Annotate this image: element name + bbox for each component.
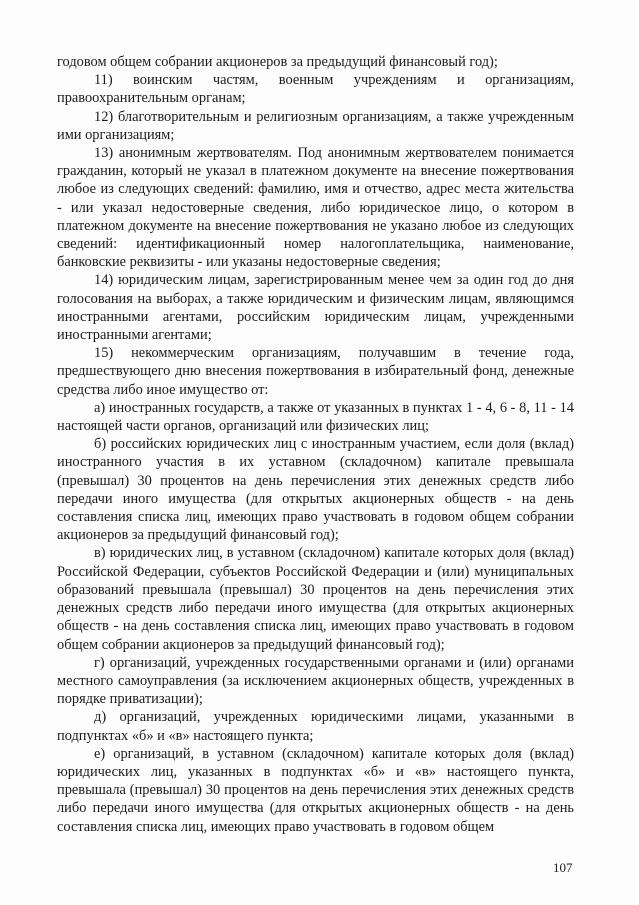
page-number: 107 bbox=[553, 860, 573, 875]
paragraph-item-12: 12) благотворительным и религиозным организациям, а также учрежденным ими организациям; bbox=[57, 108, 574, 143]
paragraph-item-13: 13) анонимным жертвователям. Под анонимным жертвователем понимается гражданин, который не указал в платежном документе на внесение пожертвования любое из следующих сведений: фамилию, имя и отчество, адрес места жительства - или указал недостоверные сведения, либо юридическое лицо, о котором в платежном документе на внесение пожертвования не указано любое из следующих сведений: идентификационный номер налогоплательщика, наименование, банковские реквизиты - или указаны недостоверные сведения; bbox=[57, 145, 574, 271]
paragraph-item-11: 11) воинским частям, военным учреждениям и организациям, правоохранительным органам; bbox=[57, 72, 574, 107]
paragraph-item-14: 14) юридическим лицам, зарегистрированным менее чем за один год до дня голосования на выборах, а также юридическим и физическим лицам, являющимся иностранными агентами, российским юридическим лицам, учрежденными иностранными агентами; bbox=[57, 272, 574, 344]
paragraph-continuation: годовом общем собрании акционеров за предыдущий финансовый год); bbox=[57, 54, 498, 70]
paragraph-subitem-d: д) организаций, учрежденных юридическими лицами, указанными в подпунктах «б» и «в» настоящего пункта; bbox=[57, 709, 574, 744]
paragraph-subitem-a: а) иностранных государств, а также от указанных в пунктах 1 - 4, 6 - 8, 11 - 14 настоящей части органов, организаций или физических лиц; bbox=[57, 399, 574, 435]
body-text bbox=[57, 53, 574, 836]
paragraph-subitem-v: в) юридических лиц, в уставном (складочном) капитале которых доля (вклад) Российской Федерации, субъектов Российской Федерации и (или) муниципальных образований превышала (превышал) 30 процентов на день перечисления этих денежных средств либо передачи иного имущества (для открытых акционерных обществ - на день составления списка лиц, имеющих право участвовать в годовом общем собрании акционеров за предыдущий финансовый год); bbox=[57, 545, 574, 653]
paragraph-subitem-e: е) организаций, в уставном (складочном) капитале которых доля (вклад) юридических лиц, указанных в подпунктах «б» и «в» настоящего пункта, превышала (превышал) 30 процентов на день перечисления этих денежных средств либо передачи иного имущества (для открытых акционерных обществ - на день составления списка лиц, имеющих право участвовать в годовом общем bbox=[57, 745, 574, 835]
paragraph-subitem-b: б) российских юридических лиц с иностранным участием, если доля (вклад) иностранного участия в их уставном (складочном) капитале превышала (превышал) 30 процентов на день перечисления этих денежных средств либо передачи иного имущества (для открытых акционерных обществ - на день составления списка лиц, имеющих право участвовать в годовом общем собрании акционеров за предыдущий финансовый год); bbox=[57, 436, 574, 544]
paragraph-subitem-g: г) организаций, учрежденных государственными органами и (или) органами местного самоуправления (за исключением акционерных обществ, учрежденных в порядке приватизации); bbox=[57, 654, 574, 708]
paragraph-item-15: 15) некоммерческим организациям, получавшим в течение года, предшествующего дню внесения пожертвования в избирательный фонд, денежные средства либо иное имущество от: bbox=[57, 345, 574, 398]
